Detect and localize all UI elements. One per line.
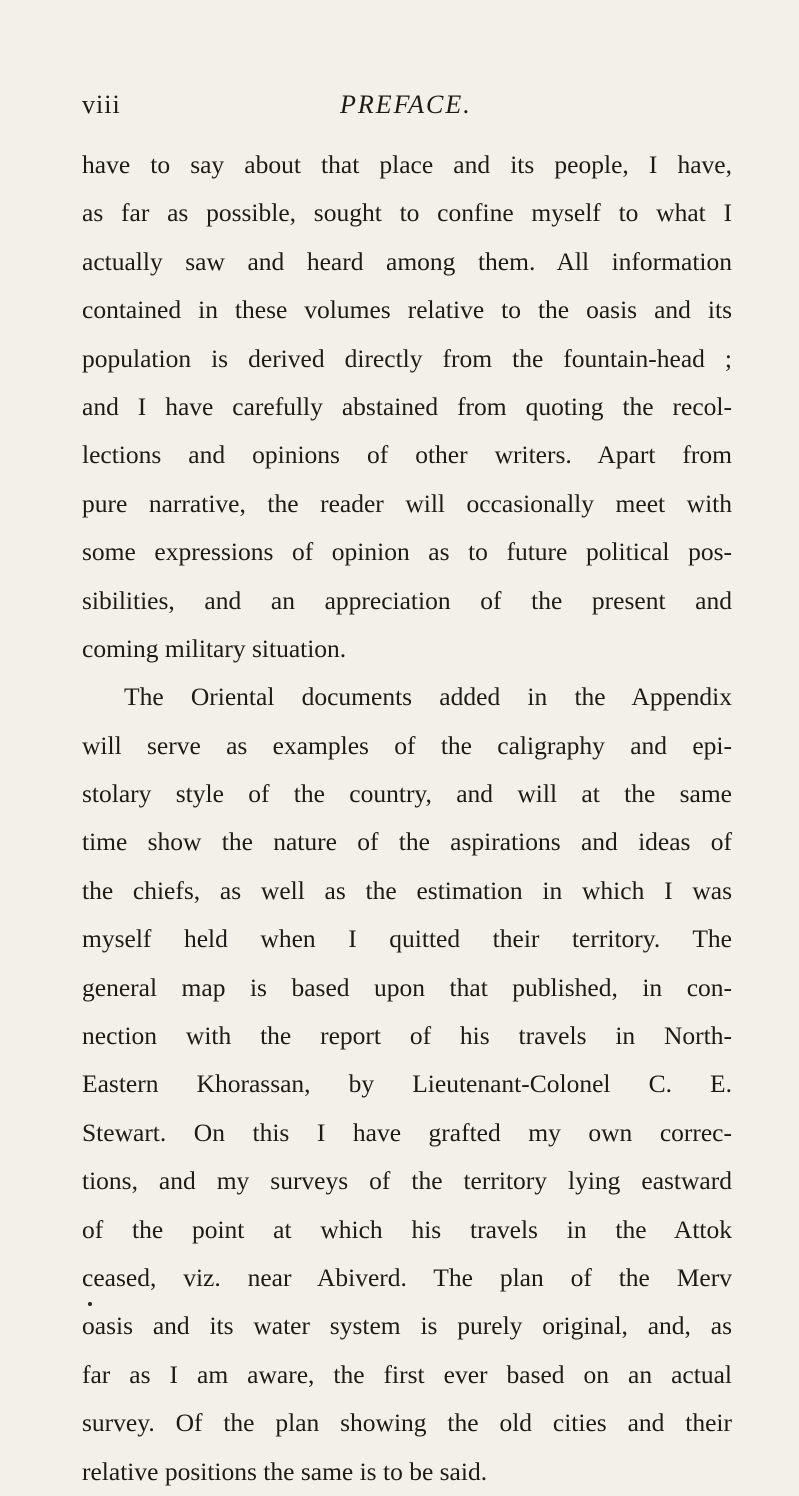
text-line: tions, and my surveys of the territory lying eastward	[82, 1166, 732, 1196]
text-line: nection with the report of his travels in North-	[82, 1021, 732, 1051]
text-line: Eastern Khorassan, by Lieutenant-Colonel C. E.	[82, 1069, 732, 1099]
text-line: some expressions of opinion as to future political pos-	[82, 537, 732, 567]
running-head: PREFACE.	[340, 90, 472, 119]
text-line: myself held when I quitted their territory. The	[82, 924, 732, 954]
text-line: population is derived directly from the fountain-head ;	[82, 343, 732, 373]
page-header	[82, 90, 732, 124]
text-line: sibilities, and an appreciation of the present and	[82, 585, 732, 615]
text-line: relative positions the same is to be said.	[82, 1456, 488, 1486]
text-line: stolary style of the country, and will at the same	[82, 779, 732, 809]
text-line: pure narrative, the reader will occasionally meet with	[82, 488, 732, 518]
text-line: actually saw and heard among them. All information	[82, 246, 732, 276]
text-line: oasis and its water system is purely original, and, as	[82, 1311, 732, 1341]
text-line: survey. Of the plan showing the old cities and their	[82, 1408, 732, 1438]
text-line: will serve as examples of the caligraphy and epi-	[82, 730, 732, 760]
text-line: contained in these volumes relative to the oasis and its	[82, 295, 732, 325]
paragraph-2	[82, 673, 732, 1496]
text-line: have to say about that place and its people, I have,	[82, 150, 732, 179]
text-line: as far as possible, sought to confine myself to what I	[82, 198, 732, 228]
text-line: The Oriental documents added in the Appendix	[124, 682, 732, 712]
text-line: Stewart. On this I have grafted my own correc-	[82, 1117, 732, 1147]
text-line: far as I am aware, the first ever based on an actual	[82, 1359, 732, 1389]
page-number: viii	[82, 90, 121, 119]
paragraph-1	[82, 141, 732, 673]
text-line: the chiefs, as well as the estimation in which I was	[82, 875, 732, 905]
body-text	[82, 141, 732, 1496]
ink-speck	[88, 1302, 92, 1306]
text-line: ceased, viz. near Abiverd. The plan of the Merv	[82, 1262, 732, 1292]
text-line: of the point at which his travels in the Attok	[82, 1214, 732, 1244]
text-line: general map is based upon that published, in con-	[82, 972, 732, 1002]
text-line: lections and opinions of other writers. Apart from	[82, 440, 732, 470]
text-line: coming military situation.	[82, 633, 347, 663]
text-line: and I have carefully abstained from quoting the recol-	[82, 391, 732, 421]
text-line: time show the nature of the aspirations and ideas of	[82, 827, 732, 857]
